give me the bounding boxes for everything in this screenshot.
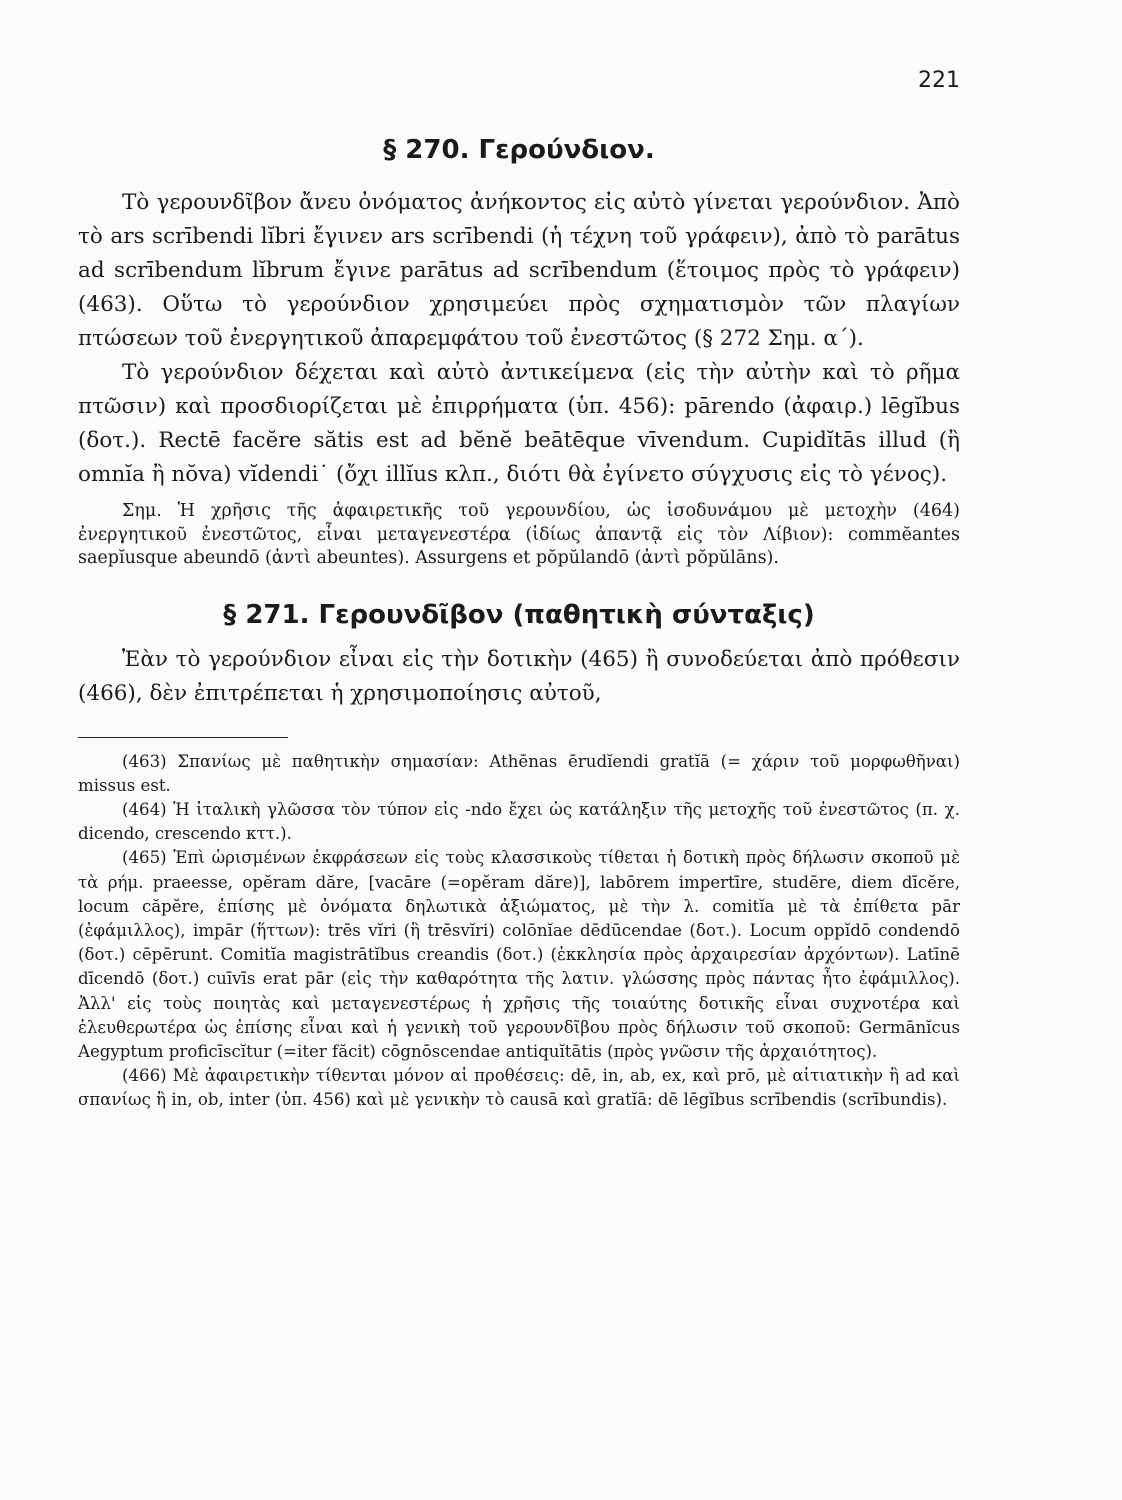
- section-271-heading: § 271. Γερουνδῖβον (παθητικὴ σύνταξις): [223, 599, 815, 630]
- footnote-464: (464) Ἡ ἰταλικὴ γλῶσσα τὸν τύπον εἰς -ndo ἔχει ὡς κατάληξιν τῆς μετοχῆς τοῦ ἐνεστῶτος (π. χ. dicendo, crescendo κττ.).: [78, 799, 960, 844]
- section-270-paragraph-1: Τὸ γερουνδῖβον ἄνευ ὀνόματος ἀνήκοντος εἰς αὐτὸ γίνεται γερούνδιον. Ἀπὸ τὸ ars scrībendi lĭbri ἔγινεν ars scrībendi (ἡ τέχνη τοῦ γράφειν), ἀπὸ τὸ parātus ad scrībendum lĭbrum ἔγινε parātus ad scrībendum (ἕτοιμος πρὸς τὸ γράφειν) (463). Οὕτω τὸ γερούνδιον χρησιμεύει πρὸς σχηματισμὸν τῶν πλαγίων πτώσεων τοῦ ἐνεργητικοῦ ἀπαρεμφάτου τοῦ ἐνεστῶτος (§ 272 Σημ. α΄).: [78, 190, 960, 351]
- footnote-466: (466) Μὲ ἀφαιρετικὴν τίθενται μόνον αἱ προθέσεις: dē, in, ab, ex, καὶ prō, μὲ αἰτιατικὴν ἢ ad καὶ σπανίως ἢ in, ob, inter (ὑπ. 456) καὶ μὲ γενικὴν τὸ causā καὶ gratĭā: dē lēgĭbus scrībendis (scrībundis).: [78, 1066, 960, 1110]
- page-content: [78, 128, 960, 1113]
- footnote-465: (465) Ἐπὶ ὡρισμένων ἐκφράσεων εἰς τοὺς κλασσικοὺς τίθεται ἡ δοτικὴ πρὸς δήλωσιν σκοποῦ μὲ τὰ ρήμ. praeesse, opĕram dăre, [vacāre (=opĕram dăre)], labōrem impertīre, studēre, diem dīcĕre, locum căpĕre, ἐπίσης μὲ ὀνόματα δηλωτικὰ ἀξιώματος, μὲ τὴν λ. comitĭa μὲ τὰ ἐπίθετα pār (ἐφάμιλλος), impār (ἥττων): trēs vĭri (ἢ trēsvĭri) colōnĭae dēdūcendae (δοτ.). Locum oppĭdō condendō (δοτ.) cēpērunt. Comitĭa magistrātĭbus creandis (δοτ.) (ἐκκλησία πρὸς ἀρχαιρεσίαν ἀρχόντων). Latīnē dīcendō (δοτ.) cuīvīs erat pār (εἰς τὴν καθαρότητα τῆς λατιν. γλώσσης πρὸς πάντας ἦτο ἐφάμιλλος). Ἀλλ' εἰς τοὺς ποιητὰς καὶ μεταγενεστέρως ἡ χρῆσις τῆς τοιαύτης δοτικῆς εἶναι συχνοτέρα καὶ ἐλευθερωτέρα ὡς ἐπίσης εἶναι καὶ ἡ γενικὴ τοῦ γερουνδῖβου πρὸς δήλωσιν τοῦ σκοποῦ: Germānĭcus Aegyptum proficīscĭtur (=iter făcit) cōgnōscendae antiquĭtātis (πρὸς γνῶσιν τῆς ἀρχαιότητος).: [78, 848, 960, 1061]
- section-270-note: Σημ. Ἡ χρῆσις τῆς ἀφαιρετικῆς τοῦ γερουνδίου, ὡς ἰσοδυνάμου μὲ μετοχὴν (464) ἐνεργητικοῦ ἐνεστῶτος, εἶναι μεταγενεστέρα (ἰδίως ἀπαντᾷ εἰς τὸν Λίβιον): commĕantes saepĭusque abeundō (ἀντὶ abeuntes). Assurgens et pŏpŭlandō (ἀντὶ pŏpŭlāns).: [78, 501, 960, 568]
- page-number: 221: [918, 68, 960, 93]
- footnotes: [78, 750, 960, 1113]
- section-271-body: [78, 643, 960, 711]
- footnote-divider: [78, 737, 288, 738]
- section-270-paragraph-2: Τὸ γερούνδιον δέχεται καὶ αὐτὸ ἀντικείμενα (εἰς τὴν αὐτὴν καὶ τὸ ρῆμα πτῶσιν) καὶ προσδιορίζεται μὲ ἐπιρρήματα (ὑπ. 456): pārendo (ἀφαιρ.) lēgĭbus (δοτ.). Rectē facĕre sătis est ad bĕnĕ beātēque vīvendum. Cupidĭtās illud (ἢ omnĭa ἢ nŏva) vĭdendi˙ (ὄχι illĭus κλπ., διότι θὰ ἐγίνετο σύγχυσις εἰς τὸ γένος).: [78, 360, 960, 487]
- section-270-body: [78, 186, 960, 492]
- footnote-463: (463) Σπανίως μὲ παθητικὴν σημασίαν: Athēnas ērudĭendi gratĭā (= χάριν τοῦ μορφωθῆναι) missus est.: [78, 751, 960, 795]
- section-271-paragraph-1: Ἐὰν τὸ γερούνδιον εἶναι εἰς τὴν δοτικὴν (465) ἢ συνοδεύεται ἀπὸ πρόθεσιν (466), δὲν ἐπιτρέπεται ἡ χρησιμοποίησις αὐτοῦ,: [78, 646, 960, 706]
- section-270-heading: § 270. Γερούνδιον.: [383, 135, 655, 165]
